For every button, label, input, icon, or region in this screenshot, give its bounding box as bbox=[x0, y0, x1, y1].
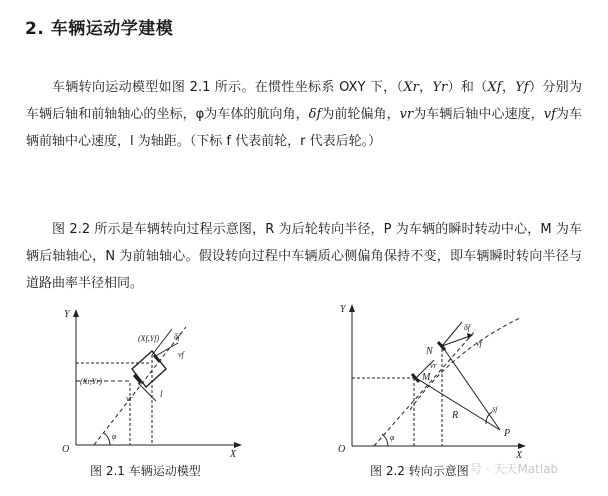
math-yr: Yr bbox=[432, 80, 448, 95]
fig1-front-coord-label: (Xf,Yf) bbox=[138, 334, 160, 343]
fig1-phi-label: φ bbox=[112, 432, 117, 441]
p1-text-5: 为车辆后轴中心速度， bbox=[413, 107, 544, 122]
fig2-vr-label: vr bbox=[430, 361, 437, 370]
paragraph-steering-description: 图 2.2 所示是车辆转向过程示意图，R 为后轮转向半径，P 为车辆的瞬时转动中心，M 为车辆后轴轴心，N 为前轴轴心。假设转向过程中车辆质心侧偏角保持不变，即车辆瞬时转向半径与道路曲率半径相同。 bbox=[26, 222, 582, 291]
fig2-phi-label: φ bbox=[390, 433, 395, 442]
fig1-y-axis-arrow bbox=[73, 309, 79, 317]
p1-text-2: ）和（ bbox=[447, 80, 488, 95]
fig2-x-axis-arrow bbox=[518, 443, 526, 449]
fig1-vf-label: vf bbox=[178, 350, 184, 359]
fig2-y-axis-arrow bbox=[349, 304, 355, 312]
p1-text-1: 车辆转向运动模型如图 2.1 所示。在惯性坐标系 OXY 下，（ bbox=[52, 80, 404, 95]
fig2-p-label: P bbox=[504, 428, 511, 439]
fig1-x-label: X bbox=[230, 449, 237, 460]
fig2-phi-arc bbox=[382, 434, 388, 446]
p1-comma-2: ， bbox=[501, 80, 516, 95]
fig1-x-axis-arrow bbox=[234, 442, 242, 448]
p1-text-4: 为前轮偏角， bbox=[321, 107, 400, 122]
p1-text-6: 为车辆前轴中心速度，l 为轴距。（下标 f 代表前轮，r 代表后轮。） bbox=[26, 107, 582, 149]
figure1-caption: 图 2.1 车辆运动模型 bbox=[90, 464, 201, 478]
fig2-delta-top-label: δf bbox=[464, 323, 470, 332]
figure-vehicle-model-svg bbox=[54, 305, 244, 460]
figure-vehicle-model bbox=[54, 305, 244, 460]
fig2-n-label: N bbox=[426, 346, 433, 357]
figure-steering-svg bbox=[330, 300, 530, 460]
math-xr: Xr bbox=[403, 80, 419, 95]
math-yf: Yf bbox=[515, 80, 529, 95]
p1-text-3: ）分别为车辆后轴和前轴轴心的坐标，φ为车体的航向角， bbox=[26, 80, 582, 122]
fig2-radius-front bbox=[442, 346, 500, 430]
section-heading: 2. 车辆运动学建模 bbox=[25, 19, 174, 39]
figure2-caption: 图 2.2 转向示意图 bbox=[370, 464, 469, 478]
fig1-origin-label: O bbox=[62, 444, 70, 455]
fig1-delta-label: δf bbox=[174, 332, 180, 341]
fig1-vehicle-body bbox=[132, 351, 166, 387]
math-vr: vr bbox=[399, 107, 414, 122]
p1-comma-1: ， bbox=[418, 80, 433, 95]
fig2-origin-label: O bbox=[338, 444, 346, 455]
fig1-phi-arc bbox=[104, 433, 110, 445]
figure-steering-diagram bbox=[330, 300, 530, 460]
fig2-r-label: R bbox=[452, 410, 459, 421]
paragraph-model-description bbox=[26, 74, 582, 155]
fig2-x-label: X bbox=[516, 450, 523, 460]
math-xf: Xf bbox=[487, 80, 502, 95]
fig2-delta-bottom-label: δf bbox=[492, 406, 498, 414]
fig2-y-label: Y bbox=[340, 304, 346, 315]
math-delta-f: δf bbox=[308, 107, 322, 122]
fig1-rear-coord-label: (Xr,Yr) bbox=[80, 377, 103, 386]
fig1-vr-label: vr bbox=[126, 394, 133, 403]
fig2-heading-line bbox=[374, 330, 476, 446]
fig2-vf-label: vf bbox=[476, 339, 482, 348]
watermark: 号 · 天天Matlab bbox=[470, 462, 559, 476]
fig2-radius-rear bbox=[416, 378, 500, 430]
fig1-y-label: Y bbox=[64, 309, 70, 320]
fig1-heading-line bbox=[94, 327, 186, 445]
fig1-l-label: l bbox=[160, 389, 163, 399]
fig2-m-label: M bbox=[422, 372, 431, 383]
fig1-delta-line bbox=[154, 343, 178, 357]
math-vf: vf bbox=[543, 107, 556, 122]
